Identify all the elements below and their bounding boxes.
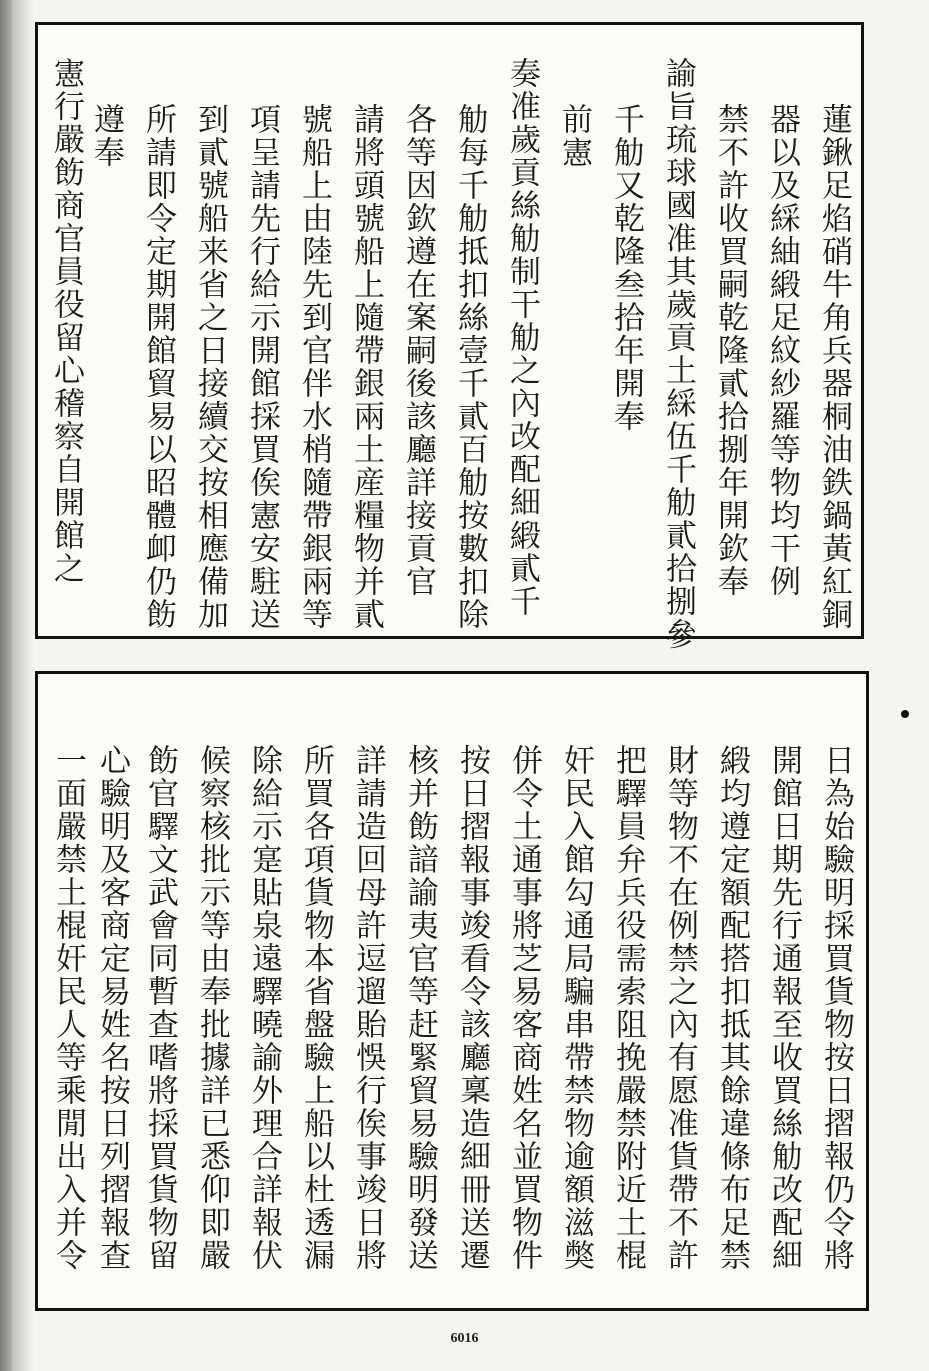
text-column: 諭旨琉球國准其歲貢土綵伍千觔貳拾捌參 [660, 57, 696, 651]
text-column: 各等因欽遵在案嗣後該廳詳接貢官 [400, 103, 436, 598]
text-column: 遵奉 [88, 103, 124, 169]
text-column: 飭官驛文武會同暫查嗜將採買貨物留 [142, 744, 178, 1272]
text-column: 請將頭號船上隨帶銀兩土産糧物并貳 [348, 103, 384, 631]
text-column: 禁不許收買嗣乾隆貳拾捌年開欽奉 [712, 103, 748, 598]
text-column: 器以及綵紬緞足紋紗羅等物均干例 [764, 103, 800, 598]
text-column: 所買各項貨物本省盤驗上船以杜透漏 [298, 744, 334, 1272]
binding-shadow-edge [0, 0, 12, 1371]
text-column: 所請即令定期開館貿易以昭體卹仍飭 [140, 103, 176, 631]
text-column: 併令土通事將芝易客商姓名並買物件 [506, 744, 542, 1272]
text-column: 按日摺報事竣看令該廳稟造細冊送遷 [454, 744, 490, 1272]
text-column: 項呈請先行給示開館採買俟憲安駐送 [244, 103, 280, 631]
text-column: 詳請造回母許逗遛貽悞行俟事竣日將 [350, 744, 386, 1272]
page-number: 6016 [450, 1331, 479, 1346]
text-column: 財等物不在例禁之內有愿准貨帶不許 [662, 744, 698, 1272]
text-column: 奏准歲貢絲觔制干觔之內改配細緞貳千 [504, 57, 540, 618]
text-column: 號船上由陸先到官伴水梢隨帶銀兩等 [296, 103, 332, 631]
top-text-panel [35, 22, 864, 651]
text-column: 緞均遵定額配搭扣抵其餘違條布足禁 [714, 744, 750, 1272]
text-column: 前憲 [556, 103, 592, 169]
text-column: 觔每千觔抵扣絲壹千貳百觔按數扣除 [452, 103, 488, 631]
text-column: 千觔又乾隆叁拾年開奉 [608, 103, 644, 433]
text-column: 把驛員弁兵役需索阻挽嚴禁附近土棍 [610, 744, 646, 1272]
text-column: 心驗明及客商定易姓名按日列摺報查 [94, 744, 130, 1272]
text-column: 蓮鍬足焰硝牛角兵器桐油鉄鍋黃紅銅 [816, 103, 852, 631]
text-column: 日為始驗明採買貨物按日摺報仍令將 [818, 744, 854, 1272]
text-column: 憲行嚴飭商官員役留心稽察自開館之 [48, 57, 84, 585]
text-column: 一面嚴禁土棍奸民人等乘閒出入并令 [50, 744, 86, 1272]
text-column: 開館日期先行通報至收買絲觔改配細 [766, 744, 802, 1272]
text-column: 奸民入館勾通局騙串帶禁物逾額滋獘 [558, 744, 594, 1272]
text-column: 候察核批示等由奉批據詳已悉仰即嚴 [194, 744, 230, 1272]
text-column: 核并飭諳諭夷官等赶緊貿易驗明發送 [402, 744, 438, 1272]
text-column: 到貳號船来省之日接續交按相應備加 [192, 103, 228, 631]
text-column: 除給示寔貼泉遠驛曉諭外理合詳報伏 [246, 744, 282, 1272]
bottom-text-panel [35, 671, 869, 1311]
margin-ink-dot [901, 710, 909, 718]
